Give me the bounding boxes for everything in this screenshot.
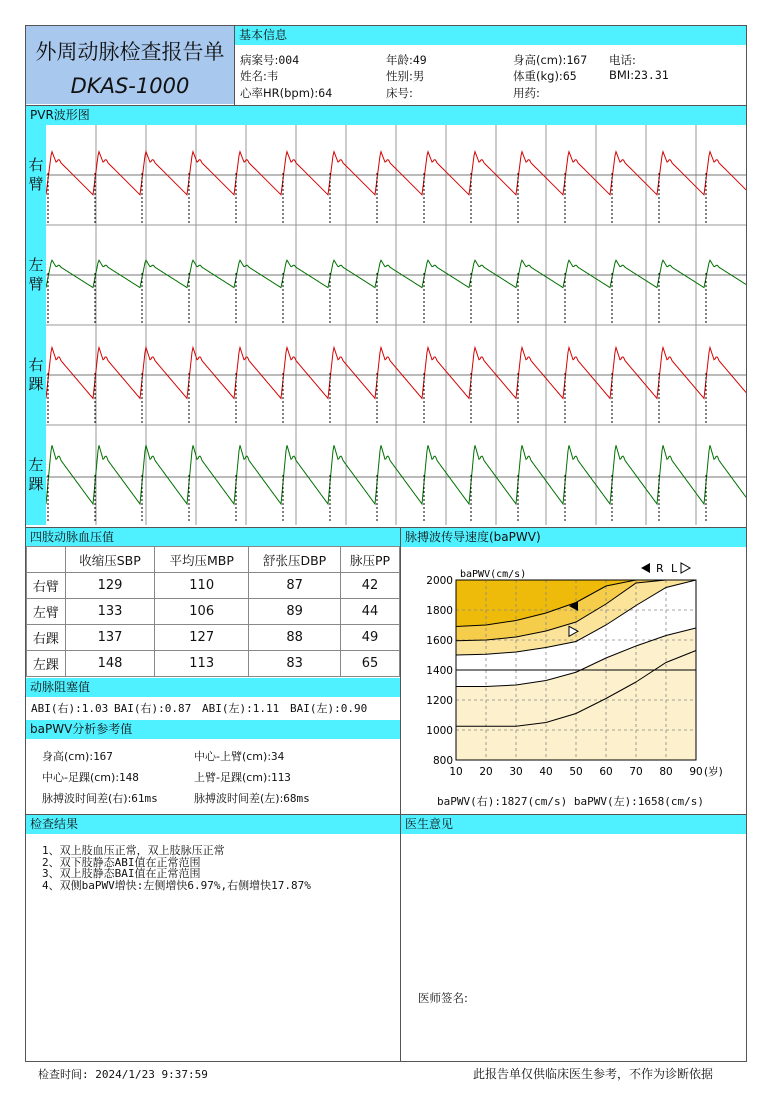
- ref-center-ankle: 中心-足踝(cm):148: [42, 771, 139, 784]
- pwv-y-tick-label: 1800: [426, 605, 453, 617]
- pwv-x-tick-label: 60: [599, 766, 613, 778]
- field-record-no: 病案号:004: [240, 53, 300, 67]
- bottom-divider: [400, 814, 401, 1062]
- pwv-x-tick-label: 80: [659, 766, 673, 778]
- ref-height: 身高(cm):167: [42, 750, 113, 763]
- title-box: [26, 26, 234, 104]
- obstruction-header: 动脉阻塞值: [26, 678, 400, 697]
- pwv-y-label: baPWV(cm/s): [460, 569, 527, 580]
- ref-time-diff-right: 脉搏波时间差(右):61ms: [42, 792, 158, 805]
- pwv-x-tick-label: 30: [509, 766, 523, 778]
- device-model: DKAS-1000: [70, 74, 190, 98]
- exam-time: 检查时间: 2024/1/23 9:37:59: [38, 1068, 208, 1081]
- pwv-x-tick-label: 20: [479, 766, 493, 778]
- result-line: 3、双上肢静态BAI值在正常范围: [42, 867, 201, 880]
- table-row: [27, 599, 400, 625]
- table-cell: 133: [65, 599, 155, 625]
- table-cell: 127: [155, 625, 249, 651]
- legend-left-label: L: [671, 562, 678, 575]
- signature-label: 医师签名:: [418, 991, 468, 1005]
- field-phone: 电话:: [609, 53, 636, 67]
- bai-left: BAI(左):0.90: [290, 702, 368, 715]
- result-line: 2、双下肢静态ABI值在正常范围: [42, 855, 201, 869]
- abi-right: ABI(右):1.03: [31, 702, 109, 715]
- bp-table: [26, 546, 400, 677]
- field-heart-rate: 心率HR(bpm):64: [240, 86, 333, 100]
- table-cell: 87: [249, 573, 341, 599]
- pwv-x-tick-label: 90: [689, 766, 703, 778]
- ref-arm-ankle: 上臂-足踝(cm):113: [194, 771, 291, 784]
- table-cell: 88: [249, 625, 341, 651]
- pvr-label-left-ankle: 左踝: [28, 456, 44, 493]
- table-row: [27, 573, 400, 599]
- table-cell: 106: [155, 599, 249, 625]
- table-cell: 110: [155, 573, 249, 599]
- result-list: [42, 845, 311, 891]
- pwv-y-tick-label: 1200: [426, 695, 453, 707]
- field-bed: 床号:: [386, 86, 413, 100]
- table-header-cell: 舒张压DBP: [249, 547, 341, 573]
- table-cell: 89: [249, 599, 341, 625]
- pwv-y-tick-label: 1400: [426, 665, 453, 677]
- field-sex: 性别:男: [386, 69, 425, 83]
- pvr-label-right-arm: 右臂: [28, 156, 44, 193]
- table-cell: 113: [155, 651, 249, 677]
- legend-right-marker: [641, 563, 650, 573]
- ref-time-diff-left: 脉搏波时间差(左):68ms: [194, 792, 310, 805]
- legend-left-marker: [681, 563, 690, 573]
- table-cell: 148: [65, 651, 155, 677]
- result-line: 4、双侧baPWV增快:左侧增快6.97%,右侧增快17.87%: [42, 878, 311, 892]
- table-cell: 137: [65, 625, 155, 651]
- table-cell: 左踝: [27, 651, 66, 677]
- field-weight: 体重(kg):65: [513, 69, 577, 83]
- table-cell: 右踝: [27, 625, 66, 651]
- pwv-y-tick-label: 800: [432, 755, 453, 767]
- abi-left: ABI(左):1.11: [202, 702, 280, 715]
- table-cell: 129: [65, 573, 155, 599]
- table-header-cell: 收缩压SBP: [65, 547, 155, 573]
- table-cell: 49: [341, 625, 400, 651]
- pwv-y-tick-label: 1600: [426, 635, 453, 647]
- field-height: 身高(cm):167: [513, 53, 588, 67]
- pwv-y-tick-label: 1000: [426, 725, 453, 737]
- table-cell: 左臂: [27, 599, 66, 625]
- pwv-x-tick-label: 40: [539, 766, 553, 778]
- disclaimer: 此报告单仅供临床医生参考，不作为诊断依据: [473, 1067, 714, 1081]
- pvr-label-right-ankle: 右踝: [28, 356, 44, 393]
- pvr-waveforms: [46, 125, 746, 525]
- pvr-label-left-arm: 左臂: [28, 256, 44, 293]
- field-bmi: BMI:23.31: [609, 68, 669, 82]
- field-age: 年龄:49: [386, 53, 427, 67]
- pvr-header: PVR波形图: [26, 106, 746, 125]
- table-cell: 65: [341, 651, 400, 677]
- table-header-row: [27, 547, 400, 573]
- result-line: 1、双上肢血压正常，双上肢脉压正常: [42, 844, 225, 857]
- bp-header: 四肢动脉血压值: [26, 528, 400, 547]
- pwv-summary: baPWV(右):1827(cm/s) baPWV(左):1658(cm/s): [437, 795, 705, 808]
- field-name: 姓名:韦: [240, 69, 279, 83]
- ref-center-arm: 中心-上臂(cm):34: [194, 750, 285, 763]
- table-header-cell: 脉压PP: [341, 547, 400, 573]
- table-cell: 42: [341, 573, 400, 599]
- pwv-x-tick-label: 70: [629, 766, 643, 778]
- table-cell: 44: [341, 599, 400, 625]
- pwv-header: 脉搏波传导速度(baPWV): [401, 528, 746, 547]
- table-header-cell: [27, 547, 66, 573]
- legend-right-label: R: [656, 562, 664, 575]
- pwv-x-tick-label: 10: [449, 766, 463, 778]
- table-header-cell: 平均压MBP: [155, 547, 249, 573]
- pwv-y-tick-label: 2000: [426, 575, 453, 587]
- table-row: [27, 625, 400, 651]
- bai-right: BAI(右):0.87: [114, 702, 192, 715]
- pwv-x-tick-label: 50: [569, 766, 583, 778]
- pwv-chart: [401, 548, 746, 788]
- basic-info-header: 基本信息: [235, 26, 746, 45]
- table-row: [27, 651, 400, 677]
- reference-header: baPWV分析参考值: [26, 720, 400, 739]
- doctor-header: 医生意见: [401, 815, 746, 834]
- table-cell: 右臂: [27, 573, 66, 599]
- table-cell: 83: [249, 651, 341, 677]
- field-medication: 用药:: [513, 86, 540, 100]
- pwv-x-unit: (岁): [704, 766, 723, 778]
- report-title: 外周动脉检查报告单: [35, 40, 225, 64]
- result-header: 检查结果: [26, 815, 400, 834]
